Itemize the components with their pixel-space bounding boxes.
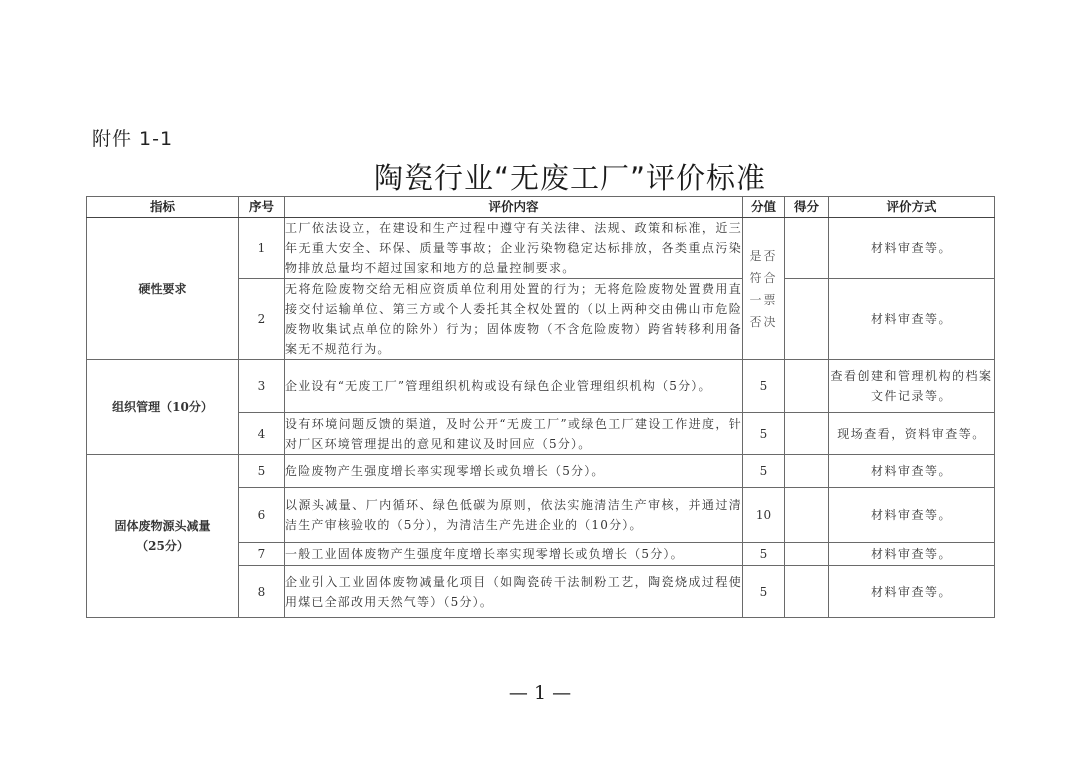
- evaluation-method: 材料审查等。: [829, 566, 995, 618]
- indicator-line-2: （25分）: [136, 539, 189, 553]
- row-number: 8: [239, 566, 285, 618]
- row-number: 6: [239, 488, 285, 543]
- indicator-cell: 组织管理（10分）: [87, 360, 239, 455]
- header-content: 评价内容: [285, 197, 743, 218]
- evaluation-content: 无将危险废物交给无相应资质单位利用处置的行为；无将危险废物处置费用直接交付运输单位、第三方或个人委托其全权处置的（以上两种交由佛山市危险废物收集试点单位的除外）行为；固体废物（不含危险废物）跨省转移利用备案无不规范行为。: [285, 279, 743, 360]
- obtained-score-cell: [785, 455, 829, 488]
- header-method: 评价方式: [829, 197, 995, 218]
- evaluation-method: 查看创建和管理机构的档案文件记录等。: [829, 360, 995, 413]
- score-cell: 10: [743, 488, 785, 543]
- row-number: 2: [239, 279, 285, 360]
- row-number: 7: [239, 543, 285, 566]
- row-number: 1: [239, 218, 285, 279]
- row-number: 3: [239, 360, 285, 413]
- obtained-score-cell: [785, 279, 829, 360]
- evaluation-content: 以源头减量、厂内循环、绿色低碳为原则，依法实施清洁生产审核，并通过清洁生产审核验收的（5分），为清洁生产先进企业的（10分）。: [285, 488, 743, 543]
- obtained-score-cell: [785, 360, 829, 413]
- evaluation-method: 材料审查等。: [829, 543, 995, 566]
- header-indicator: 指标: [87, 197, 239, 218]
- row-number: 5: [239, 455, 285, 488]
- obtained-score-cell: [785, 413, 829, 455]
- indicator-line-1: 固体废物源头减量: [114, 519, 211, 533]
- header-obtained: 得分: [785, 197, 829, 218]
- evaluation-content: 设有环境问题反馈的渠道，及时公开“无废工厂”或绿色工厂建设工作进度，针对厂区环境管理提出的意见和建议及时回应（5分）。: [285, 413, 743, 455]
- table-header-row: [87, 197, 995, 218]
- evaluation-content: 危险废物产生强度增长率实现零增长或负增长（5分）。: [285, 455, 743, 488]
- document-title-text: 陶瓷行业“无废工厂”评价标准: [373, 161, 767, 195]
- table-row: [87, 360, 995, 413]
- evaluation-criteria-table: [86, 196, 995, 618]
- score-cell: 5: [743, 413, 785, 455]
- evaluation-content: 工厂依法设立，在建设和生产过程中遵守有关法律、法规、政策和标准，近三年无重大安全、环保、质量等事故；企业污染物稳定达标排放，各类重点污染物排放总量均不超过国家和地方的总量控制要求。: [285, 218, 743, 279]
- score-cell: 是否符合一票否决: [743, 218, 785, 360]
- evaluation-method: 现场查看，资料审查等。: [829, 413, 995, 455]
- evaluation-method: 材料审查等。: [829, 488, 995, 543]
- table-row: [87, 218, 995, 279]
- evaluation-content: 一般工业固体废物产生强度年度增长率实现零增长或负增长（5分）。: [285, 543, 743, 566]
- header-score: 分值: [743, 197, 785, 218]
- attachment-label: 附件 1-1: [92, 128, 174, 150]
- obtained-score-cell: [785, 543, 829, 566]
- evaluation-method: 材料审查等。: [829, 218, 995, 279]
- obtained-score-cell: [785, 566, 829, 618]
- score-cell: 5: [743, 543, 785, 566]
- score-cell: 5: [743, 566, 785, 618]
- document-title: [0, 156, 1080, 197]
- indicator-cell: [87, 455, 239, 618]
- row-number: 4: [239, 413, 285, 455]
- score-cell: 5: [743, 360, 785, 413]
- header-no: 序号: [239, 197, 285, 218]
- evaluation-content: 企业设有“无废工厂”管理组织机构或设有绿色企业管理组织机构（5分）。: [285, 360, 743, 413]
- obtained-score-cell: [785, 488, 829, 543]
- score-cell: 5: [743, 455, 785, 488]
- table-row: [87, 455, 995, 488]
- page-number: — 1 —: [508, 682, 572, 704]
- indicator-cell: 硬性要求: [87, 218, 239, 360]
- evaluation-content: 企业引入工业固体废物减量化项目（如陶瓷砖干法制粉工艺，陶瓷烧成过程使用煤已全部改用天然气等）（5分）。: [285, 566, 743, 618]
- obtained-score-cell: [785, 218, 829, 279]
- evaluation-method: 材料审查等。: [829, 455, 995, 488]
- evaluation-method: 材料审查等。: [829, 279, 995, 360]
